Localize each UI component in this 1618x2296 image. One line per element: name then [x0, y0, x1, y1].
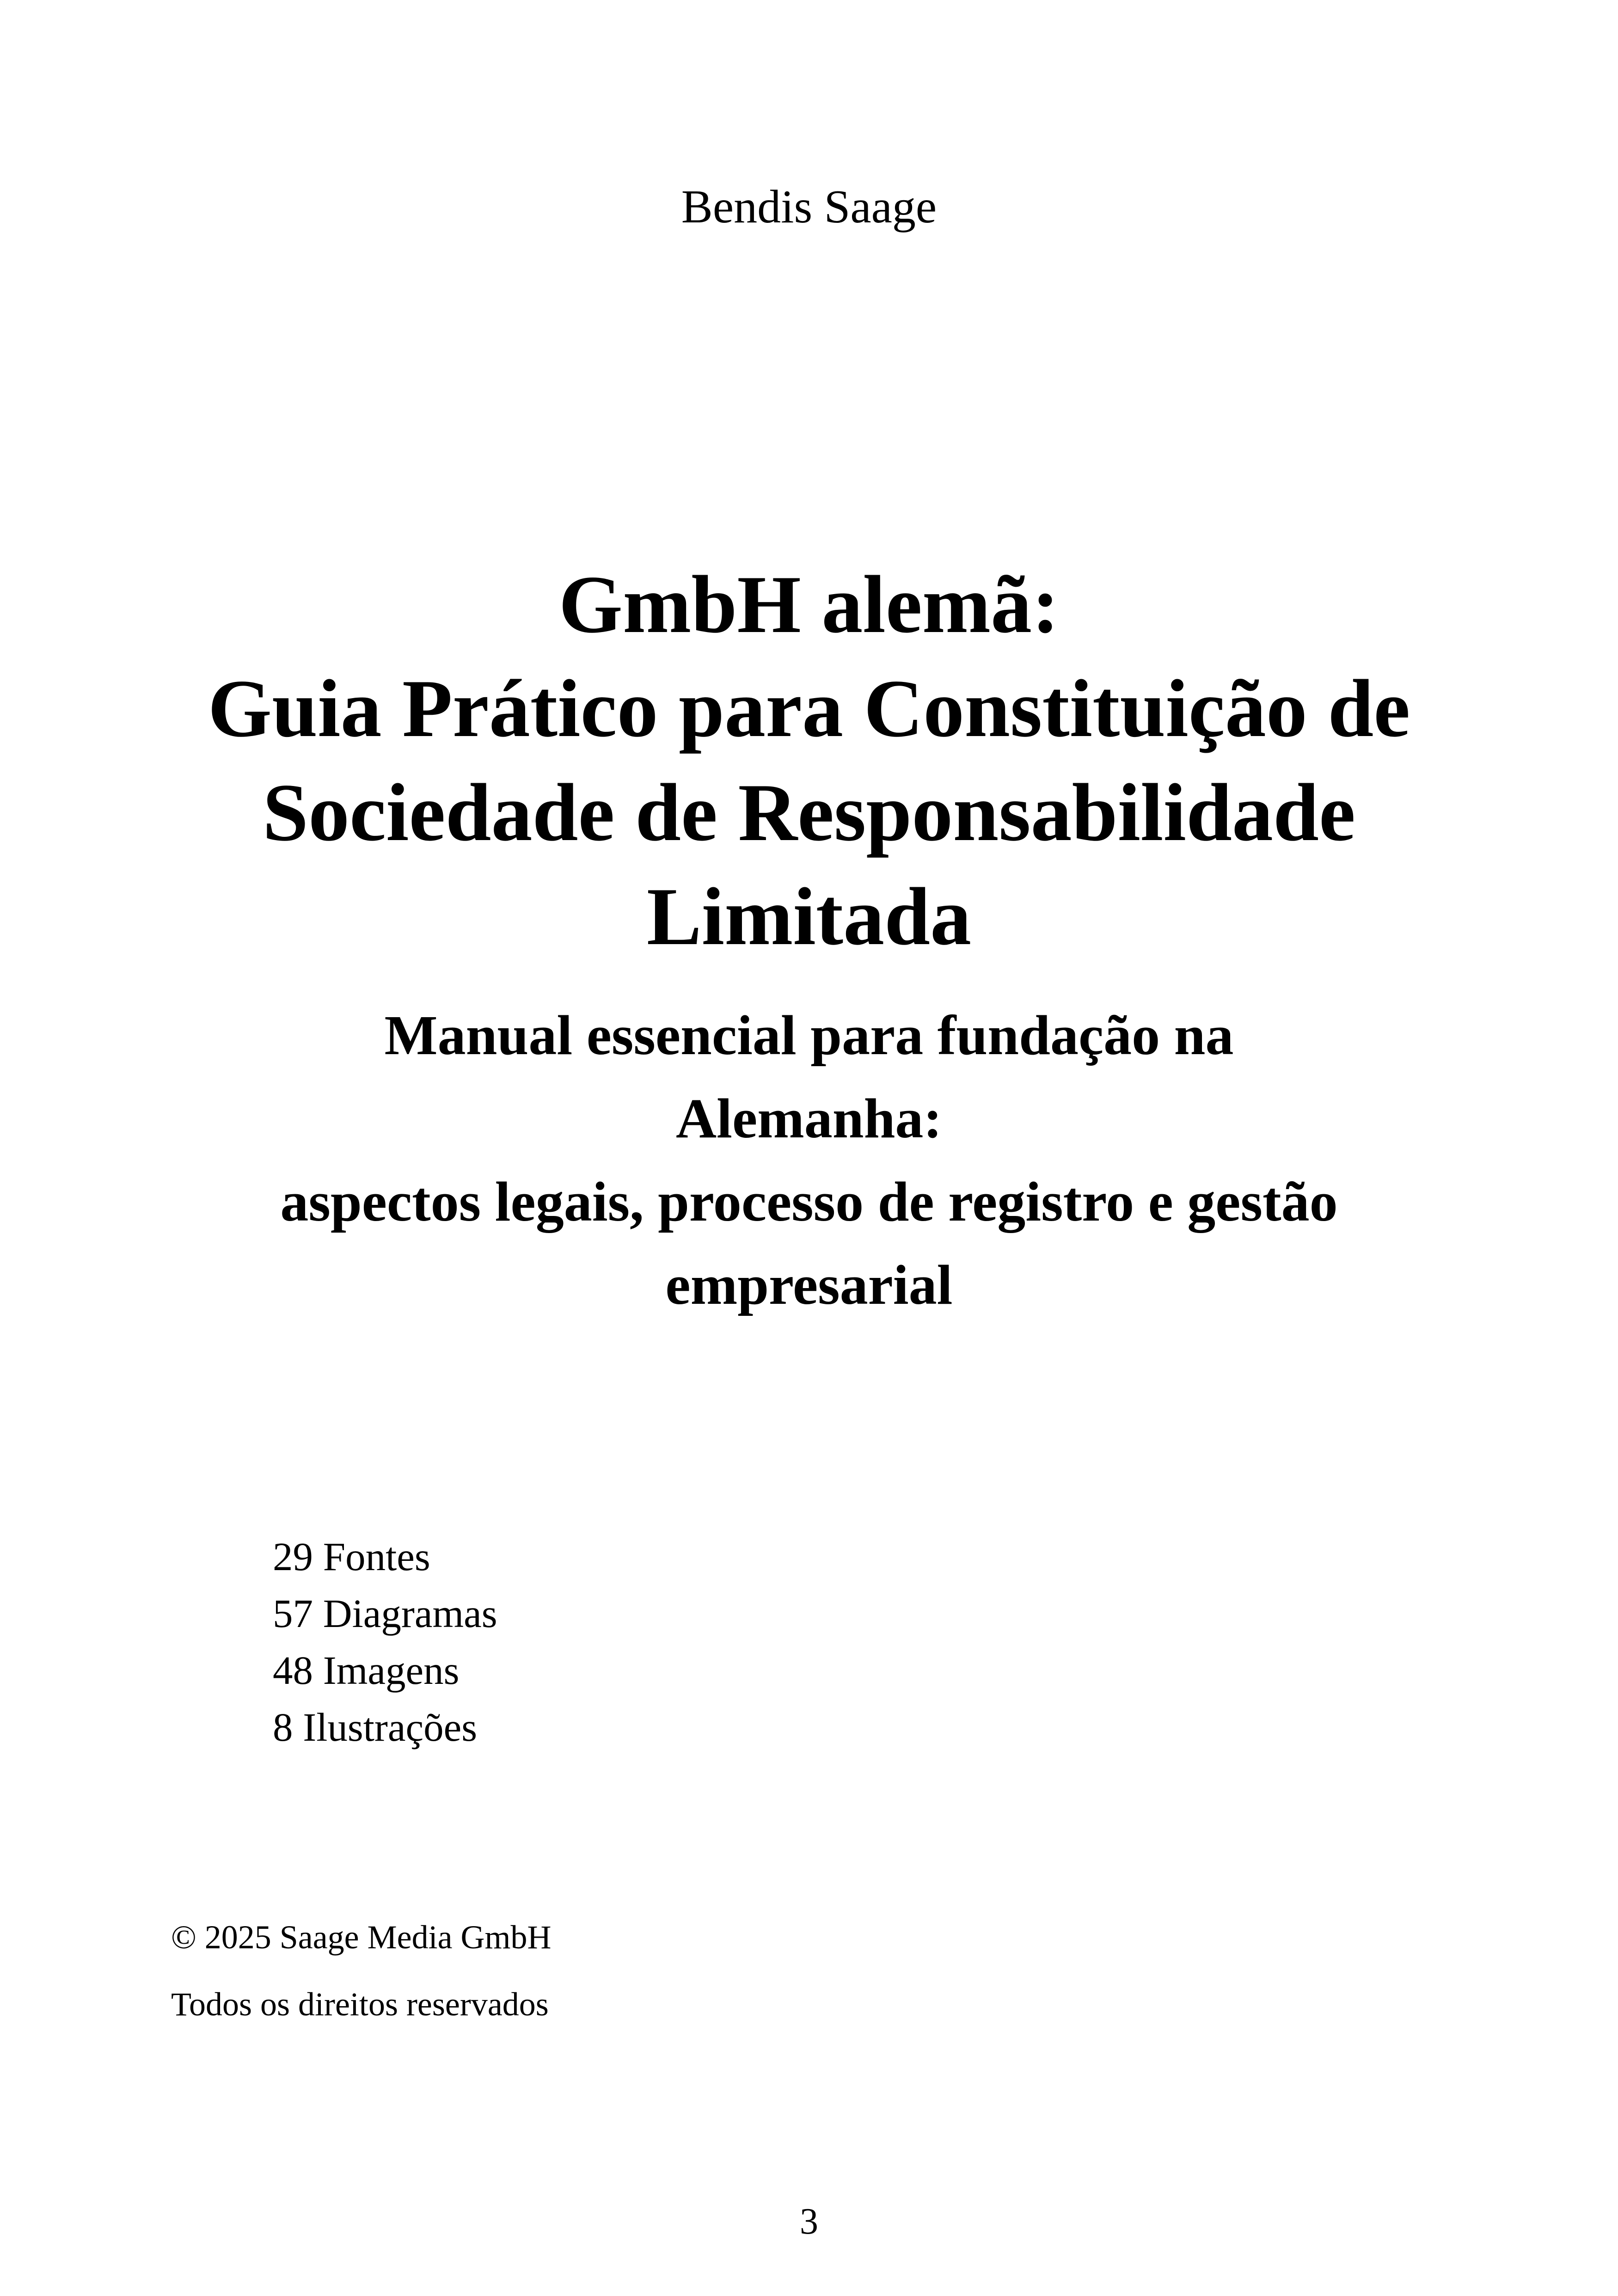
copyright-notice: © 2025 Saage Media GmbH	[171, 1919, 552, 1956]
stat-sources: 29 Fontes	[273, 1534, 430, 1579]
subtitle-line: empresarial	[665, 1254, 953, 1316]
book-subtitle	[116, 994, 1502, 1327]
stat-diagrams: 57 Diagramas	[273, 1591, 497, 1636]
author-name: Bendis Saage	[681, 181, 937, 233]
page-number: 3	[800, 2201, 818, 2242]
book-title	[116, 553, 1502, 969]
subtitle-line: Manual essencial para fundação na	[384, 1004, 1234, 1067]
title-line: Limitada	[646, 871, 972, 962]
subtitle-line: Alemanha:	[675, 1087, 943, 1150]
stat-images: 48 Imagens	[273, 1648, 460, 1693]
title-line: Sociedade de Responsabilidade	[263, 767, 1355, 858]
subtitle-line: aspectos legais, processo de registro e gestão	[280, 1171, 1338, 1233]
content-stats-list	[273, 1528, 1012, 1756]
title-line: GmbH alemã:	[558, 559, 1060, 650]
title-line: Guia Prático para Constituição de	[208, 663, 1410, 754]
rights-notice: Todos os direitos reservados	[171, 1986, 549, 2023]
stat-illustrations: 8 Ilustrações	[273, 1705, 478, 1750]
